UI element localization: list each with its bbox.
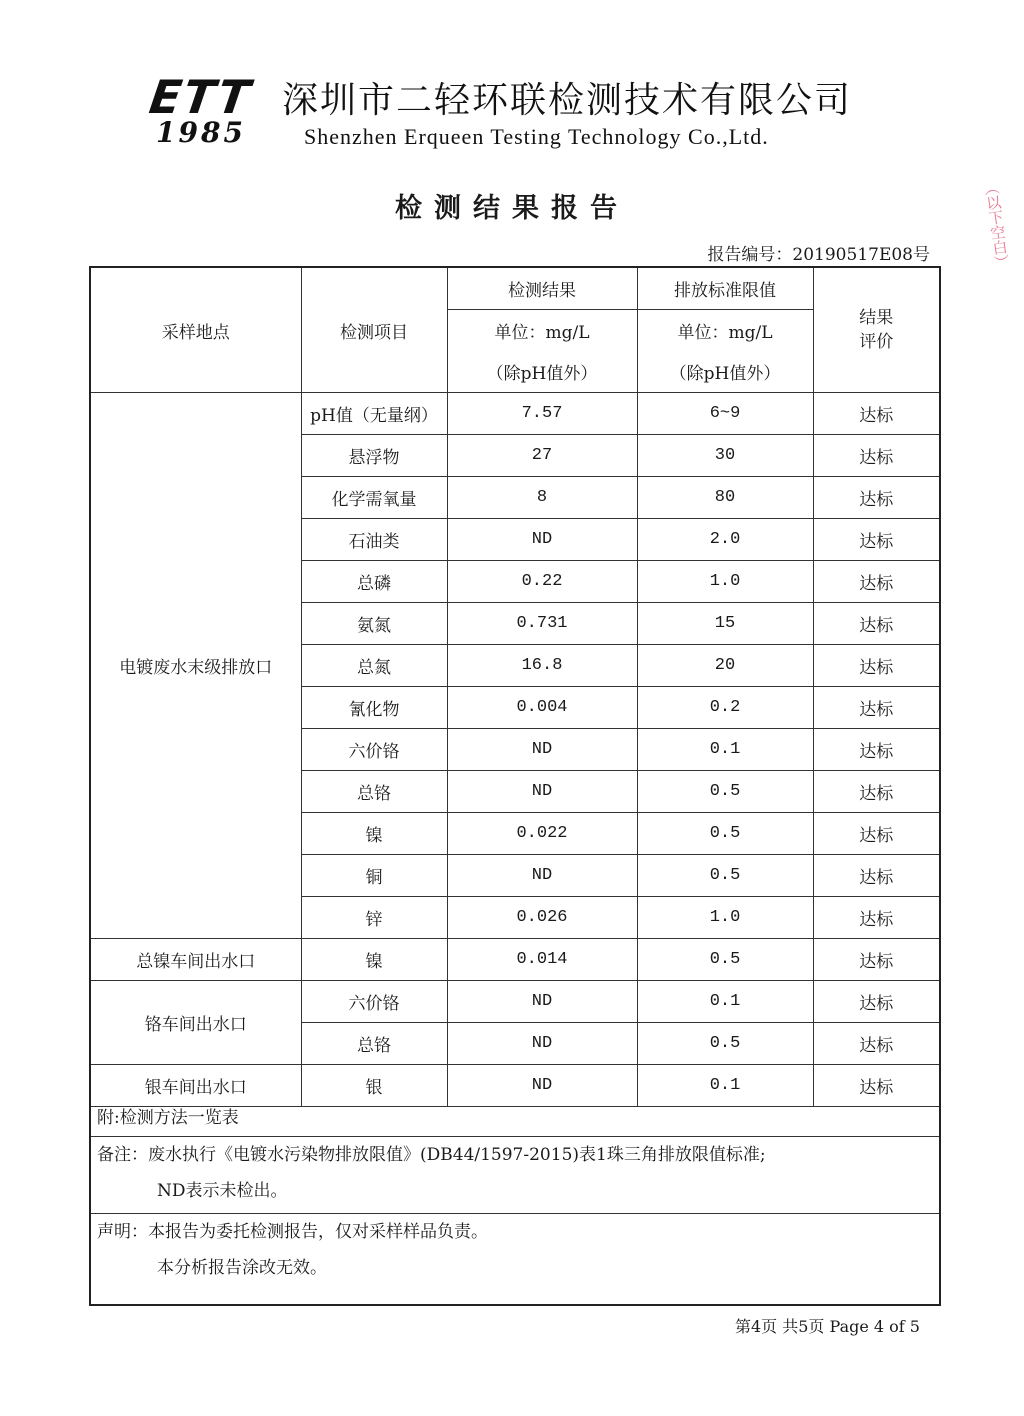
- eval-cell: 达标: [813, 855, 939, 897]
- limit-cell: 0.5: [637, 855, 813, 897]
- result-cell: ND: [447, 1023, 637, 1065]
- notes-section: [91, 1100, 939, 1286]
- eval-cell: 达标: [813, 1023, 939, 1065]
- result-cell: 0.731: [447, 603, 637, 645]
- report-title: 检测结果报告: [395, 193, 629, 224]
- table-row: [91, 981, 939, 1023]
- eval-cell: 达标: [813, 1065, 939, 1107]
- remark-line-1: 备注：废水执行《电镀水污染物排放限值》(DB44/1597-2015)表1珠三角排放限值标准;: [97, 1145, 766, 1165]
- logo-year: 1985: [156, 116, 246, 149]
- item-cell: 铜: [301, 855, 447, 897]
- eval-cell: 达标: [813, 603, 939, 645]
- result-cell: ND: [447, 981, 637, 1023]
- header-result: 检测结果: [447, 268, 637, 310]
- site-cell: 总镍车间出水口: [91, 939, 301, 981]
- eval-cell: 达标: [813, 981, 939, 1023]
- header-limit-unit: 单位：mg/L: [637, 310, 813, 352]
- limit-cell: 0.1: [637, 981, 813, 1023]
- eval-cell: 达标: [813, 729, 939, 771]
- result-cell: 7.57: [447, 393, 637, 435]
- header-limit-note: （除pH值外）: [637, 351, 813, 393]
- limit-cell: 0.5: [637, 1023, 813, 1065]
- result-cell: ND: [447, 771, 637, 813]
- header-result-note: （除pH值外）: [447, 351, 637, 393]
- page-footer: 第4页 共5页 Page 4 of 5: [734, 1317, 920, 1336]
- header-result-unit: 单位：mg/L: [447, 310, 637, 352]
- result-cell: 8: [447, 477, 637, 519]
- item-cell: 总磷: [301, 561, 447, 603]
- results-table: [91, 268, 939, 1107]
- site-cell: 电镀废水末级排放口: [91, 393, 301, 939]
- company-logo: ETT: [146, 70, 256, 124]
- result-cell: 0.026: [447, 897, 637, 939]
- item-cell: 氨氮: [301, 603, 447, 645]
- result-cell: ND: [447, 729, 637, 771]
- eval-cell: 达标: [813, 393, 939, 435]
- item-cell: 氰化物: [301, 687, 447, 729]
- report-header: [146, 70, 870, 160]
- limit-cell: 0.1: [637, 1065, 813, 1107]
- eval-cell: 达标: [813, 645, 939, 687]
- item-cell: 银: [301, 1065, 447, 1107]
- item-cell: 石油类: [301, 519, 447, 561]
- eval-cell: 达标: [813, 897, 939, 939]
- limit-cell: 6~9: [637, 393, 813, 435]
- limit-cell: 0.5: [637, 939, 813, 981]
- eval-cell: 达标: [813, 519, 939, 561]
- eval-cell: 达标: [813, 561, 939, 603]
- item-cell: 悬浮物: [301, 435, 447, 477]
- header-limit: 排放标准限值: [637, 268, 813, 310]
- header-eval: [813, 268, 939, 393]
- eval-cell: 达标: [813, 939, 939, 981]
- item-cell: 总铬: [301, 771, 447, 813]
- limit-cell: 0.5: [637, 813, 813, 855]
- handwritten-stamp: （以下空白）: [981, 179, 1012, 271]
- eval-cell: 达标: [813, 813, 939, 855]
- eval-cell: 达标: [813, 435, 939, 477]
- item-cell: 总铬: [301, 1023, 447, 1065]
- item-cell: 镍: [301, 813, 447, 855]
- limit-cell: 1.0: [637, 897, 813, 939]
- limit-cell: 0.1: [637, 729, 813, 771]
- header-site: 采样地点: [91, 268, 301, 393]
- item-cell: pH值（无量纲）: [301, 393, 447, 435]
- result-cell: 0.014: [447, 939, 637, 981]
- limit-cell: 2.0: [637, 519, 813, 561]
- eval-cell: 达标: [813, 771, 939, 813]
- table-row: [91, 939, 939, 981]
- item-cell: 六价铬: [301, 729, 447, 771]
- item-cell: 六价铬: [301, 981, 447, 1023]
- statement-line-1: 声明：本报告为委托检测报告，仅对采样样品负责。: [97, 1222, 488, 1242]
- result-cell: 0.022: [447, 813, 637, 855]
- result-cell: ND: [447, 1065, 637, 1107]
- remark-line-2: ND表示未检出。: [157, 1181, 288, 1201]
- result-cell: 0.004: [447, 687, 637, 729]
- eval-cell: 达标: [813, 687, 939, 729]
- item-cell: 锌: [301, 897, 447, 939]
- item-cell: 化学需氧量: [301, 477, 447, 519]
- report-frame: [89, 266, 941, 1306]
- item-cell: 镍: [301, 939, 447, 981]
- limit-cell: 20: [637, 645, 813, 687]
- limit-cell: 15: [637, 603, 813, 645]
- site-cell: 铬车间出水口: [91, 981, 301, 1065]
- result-cell: ND: [447, 855, 637, 897]
- statement-line-2: 本分析报告涂改无效。: [157, 1258, 327, 1278]
- limit-cell: 0.5: [637, 771, 813, 813]
- limit-cell: 0.2: [637, 687, 813, 729]
- appendix-note: 附:检测方法一览表: [97, 1108, 239, 1128]
- header-item: 检测项目: [301, 268, 447, 393]
- eval-cell: 达标: [813, 477, 939, 519]
- site-cell: 银车间出水口: [91, 1065, 301, 1107]
- result-cell: 16.8: [447, 645, 637, 687]
- company-name-cn: 深圳市二轻环联检测技术有限公司: [282, 80, 853, 121]
- item-cell: 总氮: [301, 645, 447, 687]
- result-cell: 0.22: [447, 561, 637, 603]
- limit-cell: 80: [637, 477, 813, 519]
- company-name-en: Shenzhen Erqueen Testing Technology Co.,Ltd.: [304, 124, 769, 149]
- result-cell: ND: [447, 519, 637, 561]
- result-cell: 27: [447, 435, 637, 477]
- report-number: 报告编号：20190517E08号: [707, 245, 930, 265]
- limit-cell: 1.0: [637, 561, 813, 603]
- table-row: [91, 393, 939, 435]
- limit-cell: 30: [637, 435, 813, 477]
- header-eval-label: 结果评价: [859, 308, 894, 352]
